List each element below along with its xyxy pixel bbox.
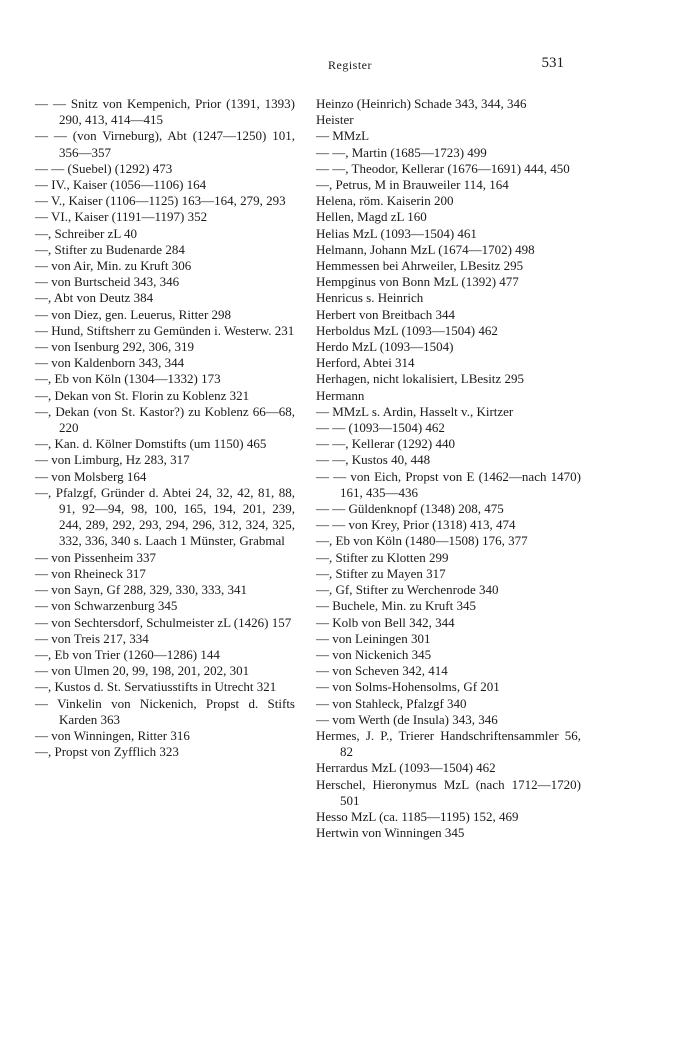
index-entry: Herhagen, nicht lokalisiert, LBesitz 295 — [316, 371, 524, 387]
index-entry: Henricus s. Heinrich — [316, 290, 424, 306]
index-entry: — —, Kellerar (1292) 440 — [316, 436, 455, 452]
index-entry: — — (1093—1504) 462 — [316, 420, 445, 436]
index-entry: — von Schwarzenburg 345 — [35, 598, 178, 614]
index-entry: Helias MzL (1093—1504) 461 — [316, 225, 477, 241]
index-entry: — — Güldenknopf (1348) 208, 475 — [316, 501, 504, 517]
index-entry: Helmann, Johann MzL (1674—1702) 498 — [316, 241, 535, 257]
index-entry: — von Solms-Hohensolms, Gf 201 — [316, 679, 500, 695]
index-entry: Herrardus MzL (1093—1504) 462 — [316, 760, 496, 776]
index-entry: —, Stifter zu Klotten 299 — [316, 549, 449, 565]
index-entry: —, Dekan von St. Florin zu Koblenz 321 — [35, 387, 250, 403]
index-entry: — Hund, Stiftsherr zu Gemünden i. Westerw. 231 — [35, 322, 295, 338]
index-entry: — Kolb von Bell 342, 344 — [316, 614, 455, 630]
index-entry: —, Eb von Köln (1480—1508) 176, 377 — [316, 533, 528, 549]
index-entry: —, Gf, Stifter zu Werchenrode 340 — [316, 582, 499, 598]
index-entry: — von Kaldenborn 343, 344 — [35, 355, 185, 371]
index-entry: — von Diez, gen. Leuerus, Ritter 298 — [35, 306, 232, 322]
index-entry: — IV., Kaiser (1056—1106) 164 — [35, 177, 207, 193]
index-entry: Heister — [316, 112, 354, 128]
page-number: 531 — [541, 55, 564, 71]
index-entry: — von Air, Min. zu Kruft 306 — [35, 258, 192, 274]
index-entry: Herdo MzL (1093—1504) — [316, 339, 454, 355]
index-entry: — von Molsberg 164 — [35, 468, 147, 484]
index-entry: — von Isenburg 292, 306, 319 — [35, 339, 195, 355]
index-entry: —, Kan. d. Kölner Domstifts (um 1150) 465 — [35, 436, 267, 452]
index-entry: — von Pissenheim 337 — [35, 549, 156, 565]
running-head: Register — [328, 58, 372, 72]
index-entry: — —, Kustos 40, 448 — [316, 452, 431, 468]
index-entry: Hellen, Magd zL 160 — [316, 209, 427, 225]
index-entry: — — von Eich, Propst von E (1462—nach 1470) 161, 435—436 — [316, 468, 581, 500]
index-entry: — von Scheven 342, 414 — [316, 663, 448, 679]
index-entry: — von Sayn, Gf 288, 329, 330, 333, 341 — [35, 582, 247, 598]
index-entry: —, Pfalzgf, Gründer d. Abtei 24, 32, 42, 81, 88, 91, 92—94, 98, 100, 165, 194, 201, 239, 244, 289, 292, 293, 294, 296, 312, 324, 325, 332, 336, 340 s. Laach 1 Münster, Grabmal — [35, 484, 295, 549]
index-entry: —, Schreiber zL 40 — [35, 225, 138, 241]
index-entry: —, Eb von Trier (1260—1286) 144 — [35, 646, 220, 662]
index-entry: Hermes, J. P., Trierer Handschriftensammler 56, 82 — [316, 727, 581, 760]
index-entry: — —, Theodor, Kellerar (1676—1691) 444, 450 — [316, 160, 570, 176]
index-entry: Heinzo (Heinrich) Schade 343, 344, 346 — [316, 96, 527, 111]
index-entry: Helena, röm. Kaiserin 200 — [316, 193, 454, 209]
index-entry: — Buchele, Min. zu Kruft 345 — [316, 598, 476, 614]
index-entry: —, Propst von Zyfflich 323 — [35, 744, 179, 760]
index-entry: — — Snitz von Kempenich, Prior (1391, 1393) 290, 413, 414—415 — [35, 96, 295, 128]
index-entry: — von Treis 217, 334 — [35, 630, 149, 646]
index-entry: Herboldus MzL (1093—1504) 462 — [316, 322, 498, 338]
index-entry: — MMzL s. Ardin, Hasselt v., Kirtzer — [316, 403, 514, 419]
index-entry: Hempginus von Bonn MzL (1392) 477 — [316, 274, 519, 290]
index-entry: —, Petrus, M in Brauweiler 114, 164 — [316, 177, 509, 193]
index-entry: —, Eb von Köln (1304—1332) 173 — [35, 371, 221, 387]
index-entry: — von Stahleck, Pfalzgf 340 — [316, 695, 467, 711]
index-entry: — VI., Kaiser (1191—1197) 352 — [35, 209, 208, 225]
index-entry: — — (Suebel) (1292) 473 — [35, 160, 173, 176]
index-entry: —, Kustos d. St. Servatiusstifts in Utrecht 321 — [35, 679, 277, 695]
index-entry: —, Abt von Deutz 384 — [35, 290, 154, 306]
index-entry: — Vinkelin von Nickenich, Propst d. Stifts Karden 363 — [35, 695, 295, 727]
index-entry: — von Leiningen 301 — [316, 630, 431, 646]
index-entry: — von Rheineck 317 — [35, 565, 146, 581]
index-entry: Herschel, Hieronymus MzL (nach 1712—1720) 501 — [316, 776, 581, 808]
index-entry: Hemmessen bei Ahrweiler, LBesitz 295 — [316, 258, 524, 274]
index-entry: — —, Martin (1685—1723) 499 — [316, 144, 487, 160]
index-entry: — MMzL — [316, 128, 370, 144]
index-column-right — [316, 96, 581, 841]
index-entry: Herford, Abtei 314 — [316, 355, 415, 371]
index-entry: — von Burtscheid 343, 346 — [35, 274, 180, 290]
index-entry: —, Dekan (von St. Kastor?) zu Koblenz 66—68, 220 — [35, 403, 295, 436]
index-entry: —, Stifter zu Mayen 317 — [316, 565, 446, 581]
index-entry: — V., Kaiser (1106—1125) 163—164, 279, 293 — [35, 193, 286, 209]
index-entry: — von Nickenich 345 — [316, 646, 432, 662]
index-entry: — vom Werth (de Insula) 343, 346 — [316, 711, 498, 727]
index-entry: — von Ulmen 20, 99, 198, 201, 202, 301 — [35, 663, 250, 679]
index-entry: Herbert von Breitbach 344 — [316, 306, 455, 322]
index-entry: — von Sechtersdorf, Schulmeister zL (1426) 157 — [35, 614, 292, 630]
index-column-left — [35, 96, 295, 760]
index-entry: Hesso MzL (ca. 1185—1195) 152, 469 — [316, 808, 519, 824]
index-entry: — von Limburg, Hz 283, 317 — [35, 452, 190, 468]
index-entry: Hertwin von Winningen 345 — [316, 825, 465, 841]
index-entry: —, Stifter zu Budenarde 284 — [35, 241, 185, 257]
index-entry: — — von Krey, Prior (1318) 413, 474 — [316, 517, 516, 533]
index-entry: — von Winningen, Ritter 316 — [35, 727, 190, 743]
index-entry: Hermann — [316, 387, 365, 403]
index-entry: — — (von Virneburg), Abt (1247—1250) 101, 356—357 — [35, 128, 295, 160]
